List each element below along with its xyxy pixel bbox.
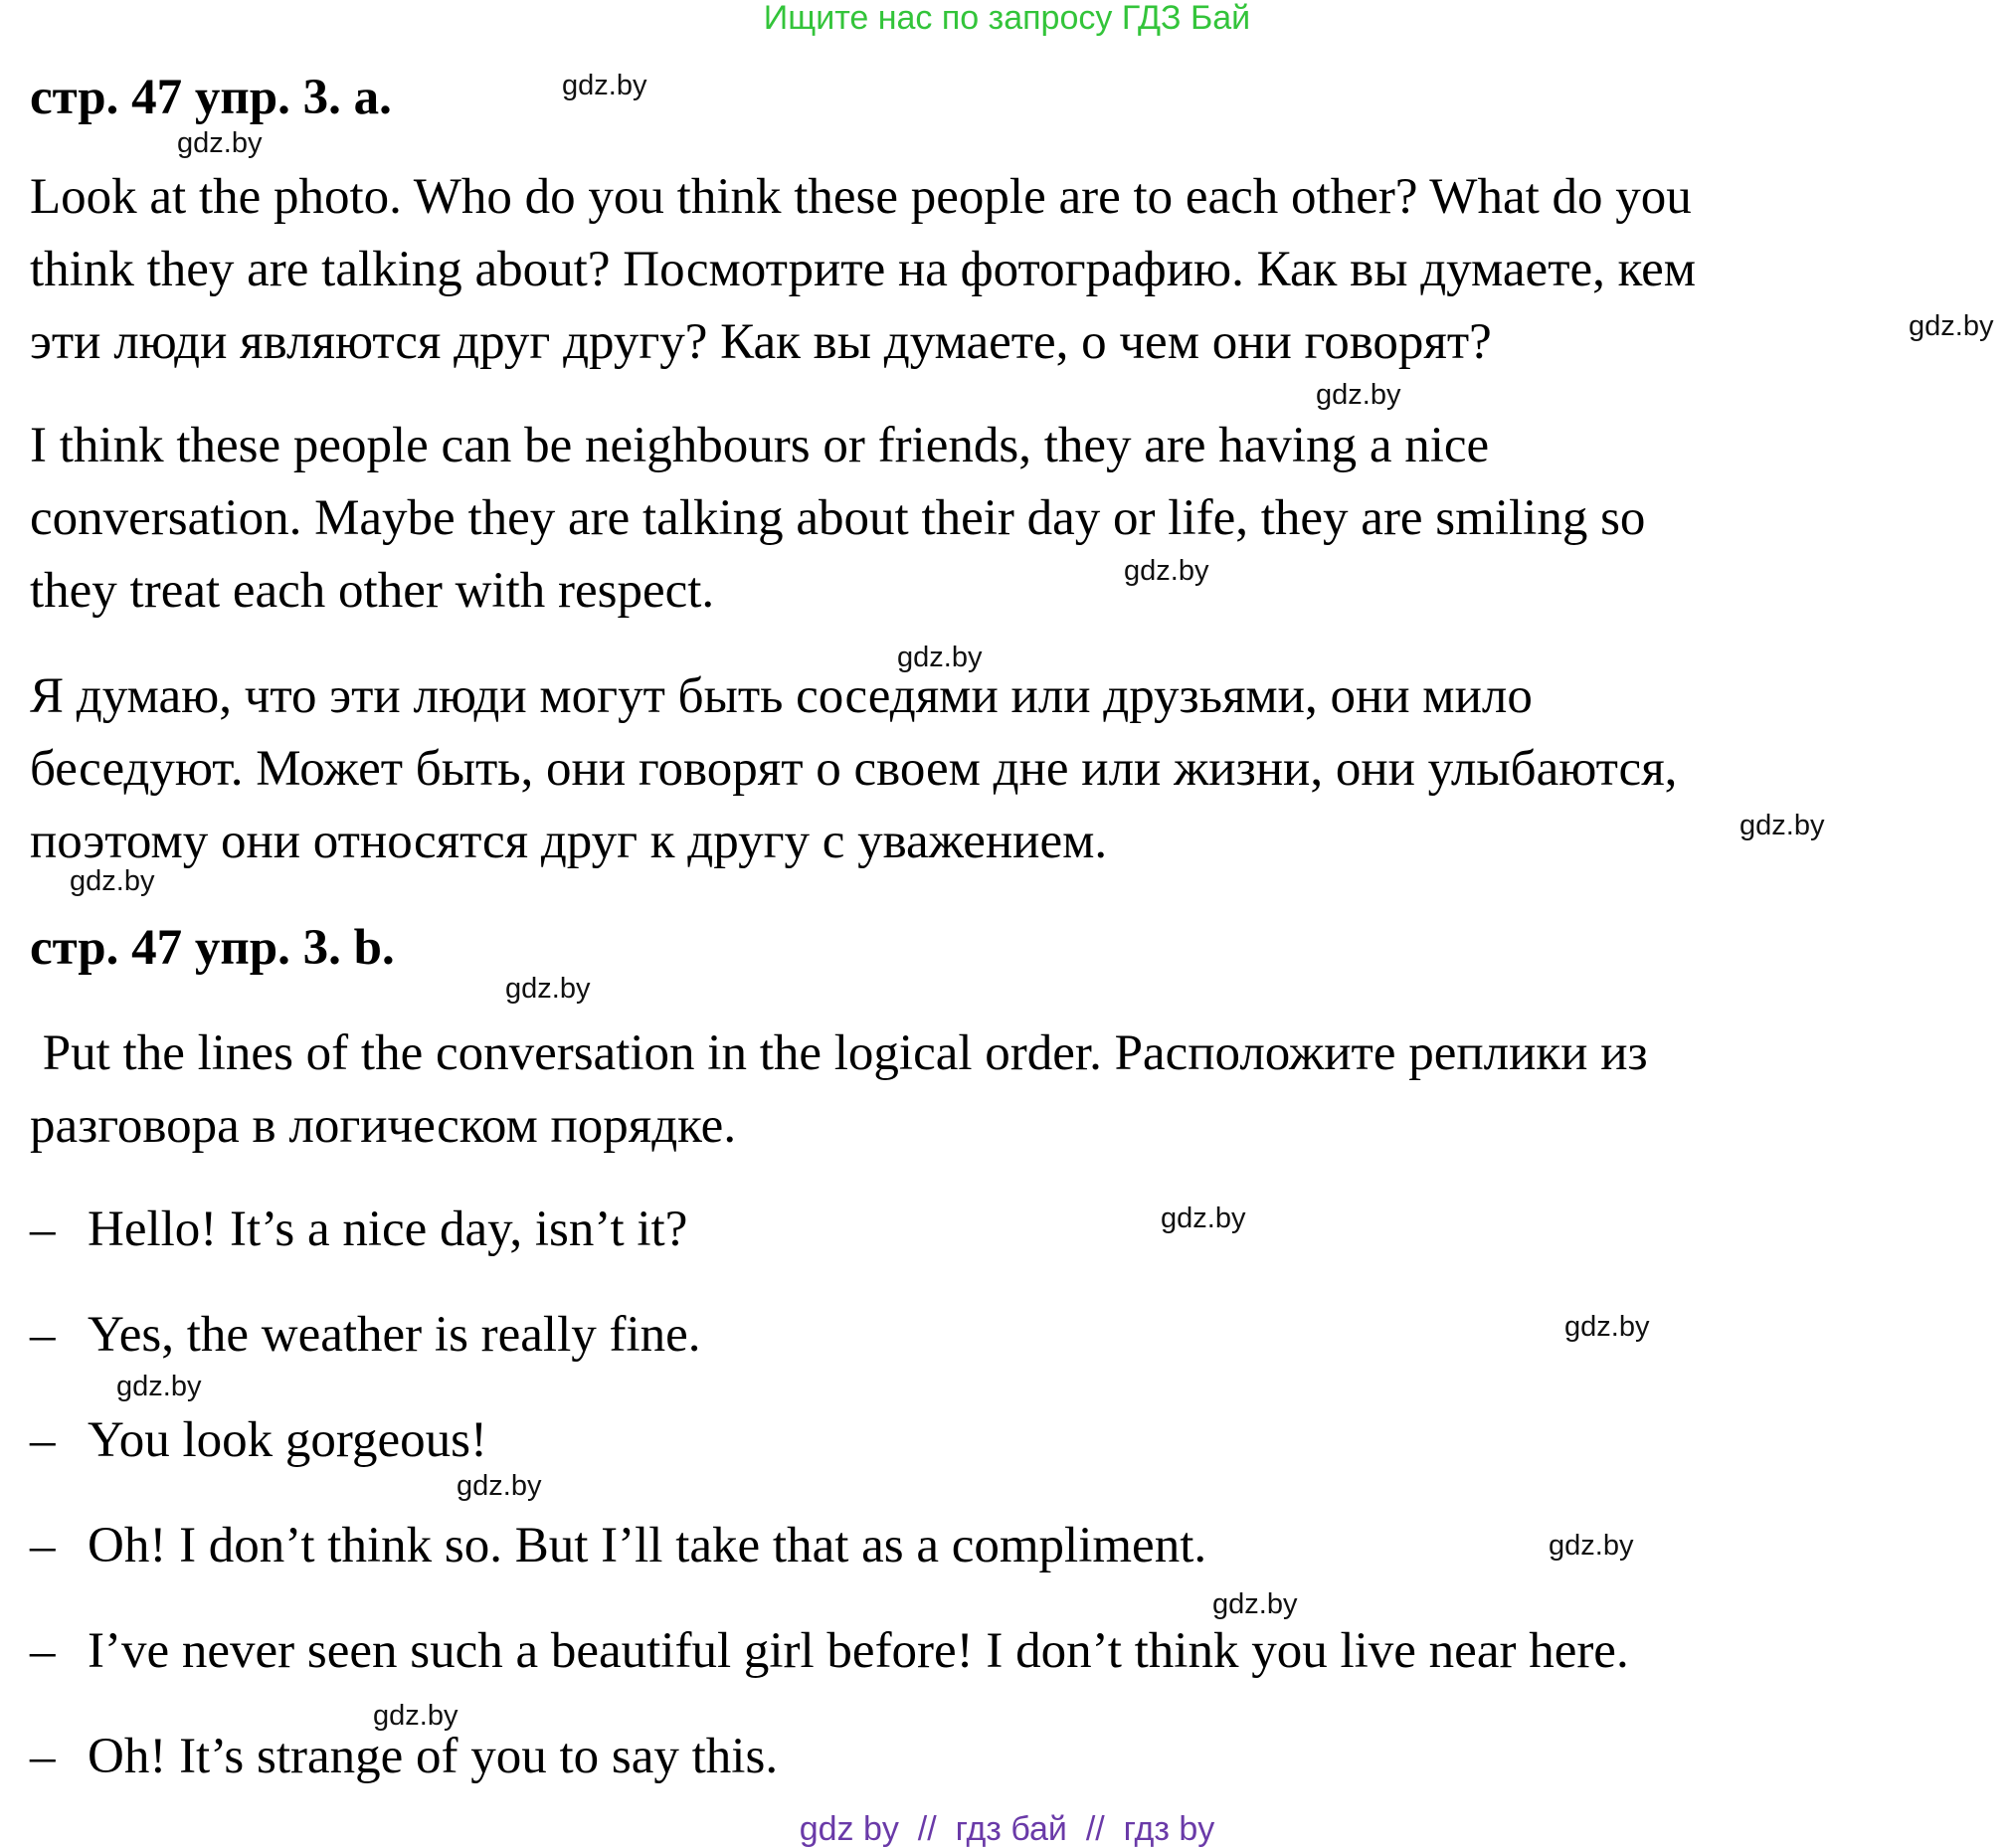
task-line: think they are talking about? Посмотрите на фотографию. Как вы думаете, кем: [30, 242, 1697, 297]
answer-line: conversation. Maybe they are talking about their day or life, they are smiling so: [30, 490, 1646, 546]
dash: –: [30, 1412, 56, 1468]
answer-line: поэтому они относятся друг к другу с уважением.: [30, 814, 1108, 869]
dash: –: [30, 1307, 56, 1363]
watermark: gdz.by: [116, 1371, 202, 1402]
task-line: разговора в логическом порядке.: [30, 1098, 737, 1154]
answer-line: беседуют. Может быть, они говорят о своем дне или жизни, они улыбаются,: [30, 741, 1678, 797]
dialogue-line: [30, 1727, 778, 1786]
dash: –: [30, 1729, 56, 1784]
watermark: gdz.by: [1212, 1588, 1298, 1620]
watermark: gdz.by: [1316, 379, 1401, 411]
watermark: gdz.by: [1549, 1530, 1634, 1562]
watermark: gdz.by: [457, 1470, 542, 1502]
section-a-heading: стр. 47 упр. 3. a.: [30, 70, 392, 125]
dialogue-text: I’ve never seen such a beautiful girl before! I don’t think you live near here.: [88, 1623, 1629, 1679]
dialogue-line: [30, 1305, 701, 1365]
answer-line: they treat each other with respect.: [30, 563, 715, 619]
watermark: gdz.by: [897, 642, 983, 673]
watermark: gdz.by: [1124, 555, 1209, 587]
dialogue-line: [30, 1200, 687, 1259]
top-banner: Ищите нас по запросу ГДЗ Бай: [763, 0, 1251, 37]
task-line: эти люди являются друг другу? Как вы думаете, о чем они говорят?: [30, 314, 1492, 370]
watermark: gdz.by: [70, 865, 155, 897]
dash: –: [30, 1201, 56, 1257]
watermark: gdz.by: [1909, 310, 1994, 342]
section-b-task: [30, 1017, 1648, 1163]
dash: –: [30, 1518, 56, 1573]
answer-line: Я думаю, что эти люди могут быть соседями или друзьями, они мило: [30, 668, 1533, 724]
dialogue-line: [30, 1621, 1629, 1681]
task-line: Put the lines of the conversation in the logical order. Расположите реплики из: [30, 1025, 1648, 1081]
dialogue-text: Hello! It’s a nice day, isn’t it?: [88, 1201, 688, 1257]
section-a-answer-ru: [30, 660, 1677, 878]
watermark: gdz.by: [373, 1700, 458, 1732]
watermark: gdz.by: [562, 70, 647, 101]
task-line: Look at the photo. Who do you think these people are to each other? What do you: [30, 169, 1692, 225]
dialogue-text: Oh! It’s strange of you to say this.: [88, 1729, 779, 1784]
dialogue-line: [30, 1410, 487, 1470]
watermark: gdz.by: [1564, 1311, 1650, 1343]
dialogue-line: [30, 1516, 1206, 1575]
answer-line: I think these people can be neighbours or friends, they are having a nice: [30, 418, 1490, 473]
footer: gdz by // гдз бай // гдз by: [799, 1810, 1215, 1848]
watermark: gdz.by: [505, 973, 591, 1005]
watermark: gdz.by: [1739, 810, 1825, 841]
watermark: gdz.by: [177, 127, 263, 159]
dialogue-text: Yes, the weather is really fine.: [88, 1307, 701, 1363]
dialogue-text: Oh! I don’t think so. But I’ll take that as a compliment.: [88, 1518, 1207, 1573]
dash: –: [30, 1623, 56, 1679]
section-a-answer-en: [30, 410, 1645, 628]
section-a-task: [30, 161, 1696, 379]
dialogue-text: You look gorgeous!: [88, 1412, 487, 1468]
section-b-heading: стр. 47 упр. 3. b.: [30, 920, 395, 976]
watermark: gdz.by: [1161, 1202, 1246, 1234]
